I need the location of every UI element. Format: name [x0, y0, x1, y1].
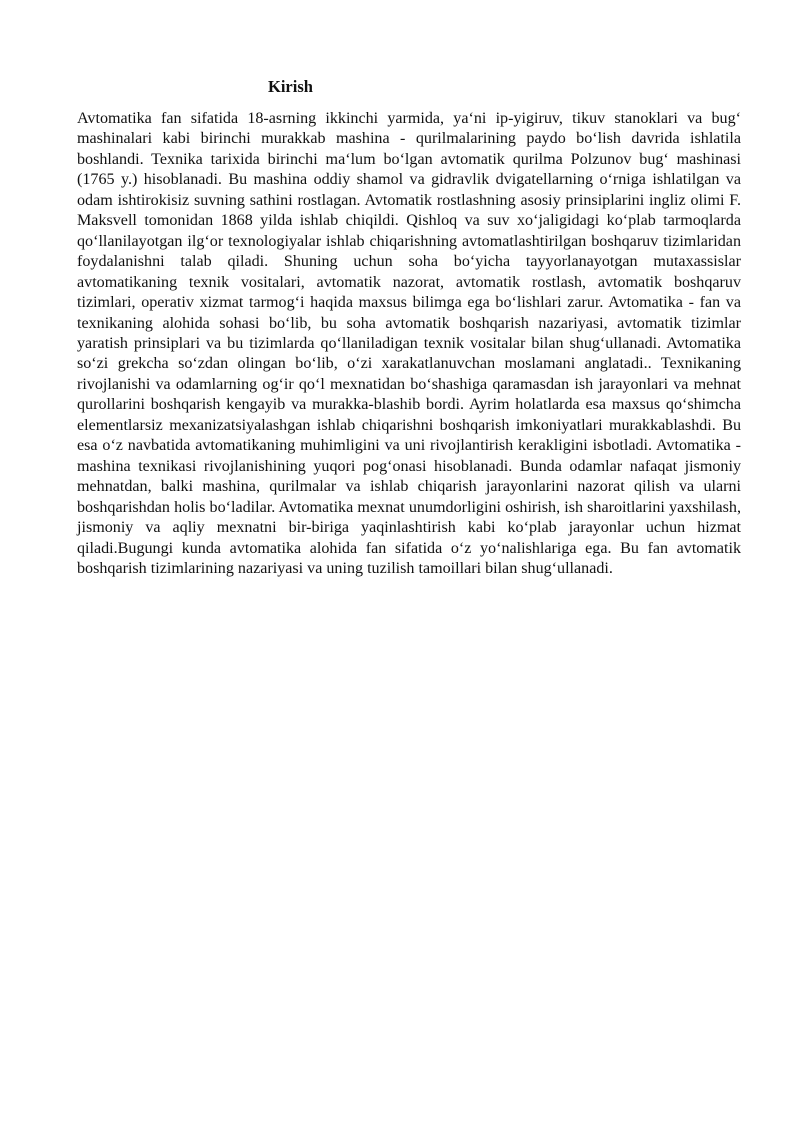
body-paragraph: Avtomatika fan sifatida 18-asrning ikkinchi yarmida, ya‘ni ip-yigiruv, tikuv stanoklari va bug‘ mashinalari kabi birinchi murakkab mashina - qurilmalarining paydo bo‘lish davrida ishlatila boshlandi. Texnika tarixida birinchi ma‘lum bo‘lgan avtomatik qurilma Polzunov bug‘ mashinasi (1765 y.) hisoblanadi. Bu mashina oddiy shamol va gidravlik dvigatellarning o‘rniga ishlatilgan va odam ishtirokisiz suvning sathini rostlagan. Avtomatik rostlashning asosiy prinsiplarini ingliz olimi F. Maksvell tomonidan 1868 yilda ishlab chiqildi. Qishloq va suv xo‘jaligidagi ko‘plab tarmoqlarda qo‘llanilayotgan ilg‘or texnologiyalar ishlab chiqarishning avtomatlashtirilgan boshqaruv tizimlaridan foydalanishni talab qiladi. Shuning uchun soha bo‘yicha tayyorlanayotgan mutaxassislar avtomatikaning texnik vositalari, avtomatik nazorat, avtomatik rostlash, avtomatik boshqaruv tizimlari, operativ xizmat tarmog‘i haqida maxsus bilimga ega bo‘lishlari zarur. Avtomatika - fan va texnikaning alohida sohasi bo‘lib, bu soha avtomatik boshqarish nazariyasi, avtomatik tizimlar yaratish prinsiplari va bu tizimlarda qo‘llaniladigan texnik vositalar bilan shug‘ullanadi. Avtomatika so‘zi grekcha so‘zdan olingan bo‘lib, o‘zi xarakatlanuvchan moslamani anglatadi.. Texnikaning rivojlanishi va odamlarning og‘ir qo‘l mexnatidan bo‘shashiga qaramasdan ish jarayonlari va mehnat qurollarini boshqarish kengayib va murakka-blashib bordi. Ayrim holatlarda esa maxsus qo‘shimcha elementlarsiz mexanizatsiyalashgan ishlab chiqarishni boshqarish imkoniyatlari murakkablashdi. Bu esa o‘z navbatida avtomatikaning muhimligini va uni rivojlantirish kerakligini isbotladi. Avtomatika - mashina texnikasi rivojlanishining yuqori pog‘onasi hisoblanadi. Bunda odamlar nafaqat jismoniy mehnatdan, balki mashina, qurilmalar va ishlab chiqarish jarayonlarini nazorat qilish va ularni boshqarishdan holis bo‘ladilar. Avtomatika mexnat unumdorligini oshirish, ish sharoitlarini yaxshilash, jismoniy va aqliy mexnatni bir-biriga yaqinlashtirish kabi ko‘plab jarayonlar uchun hizmat qiladi.Bugungi kunda avtomatika alohida fan sifatida o‘z yo‘nalishlariga ega. Bu fan avtomatik boshqarish tizimlarining nazariyasi va uning tuzilish tamoillari bilan shug‘ullanadi. — [77, 110, 741, 577]
document-title: Kirish — [268, 77, 313, 96]
